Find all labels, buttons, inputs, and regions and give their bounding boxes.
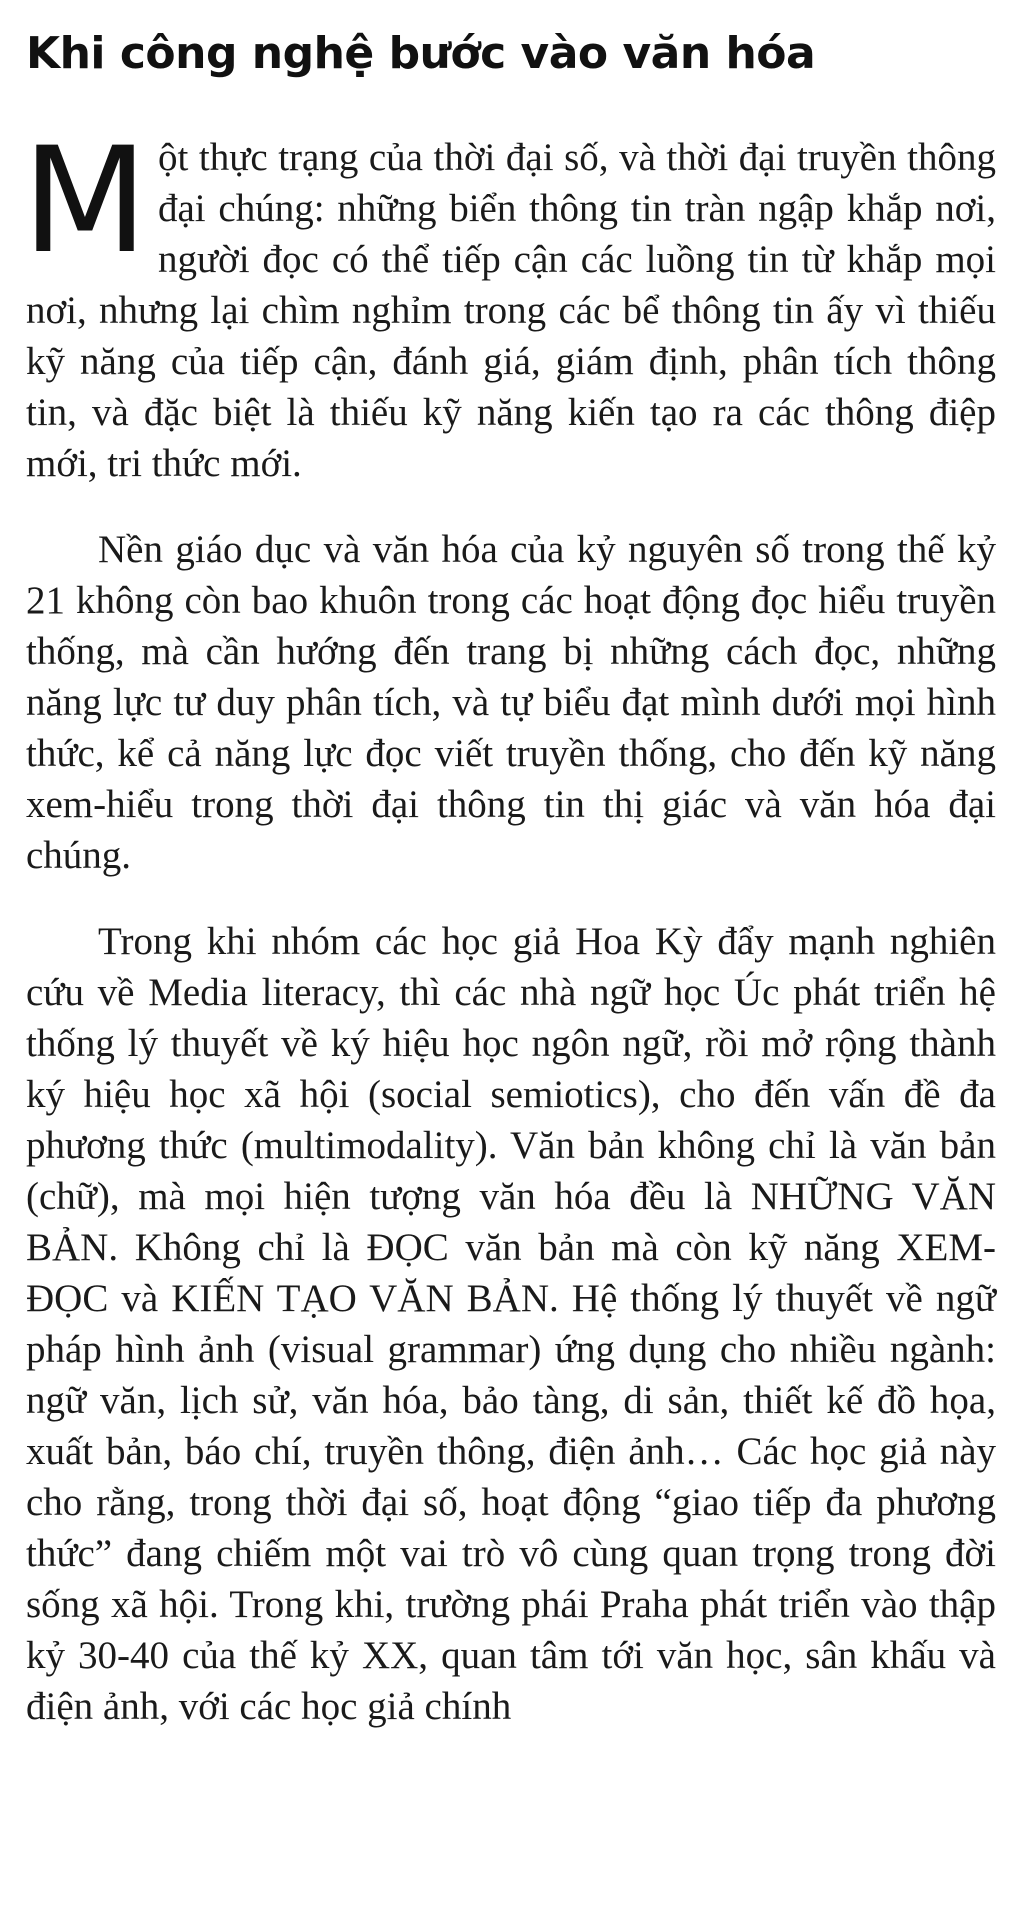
article-title: Khi công nghệ bước vào văn hóa — [26, 28, 816, 79]
drop-cap: M — [22, 116, 148, 286]
article — [22, 22, 996, 1732]
paragraph-2: Nền giáo dục và văn hóa của kỷ nguyên số trong thế kỷ 21 không còn bao khuôn trong các hoạt động đọc hiểu truyền thống, mà cần hướng đến trang bị những cách đọc, những năng lực tư duy phân tích, và tự biểu đạt mình dưới mọi hình thức, kể cả năng lực đọc viết truyền thống, cho đến kỹ năng xem-hiểu trong thời đại thông tin thị giác và văn hóa đại chúng. — [26, 528, 996, 877]
paragraph-3: Trong khi nhóm các học giả Hoa Kỳ đẩy mạnh nghiên cứu về Media literacy, thì các nhà ngữ học Úc phát triển hệ thống lý thuyết về ký hiệu học ngôn ngữ, rồi mở rộng thành ký hiệu học xã hội (social semiotics), cho đến vấn đề đa phương thức (multimodality). Văn bản không chỉ là văn bản (chữ), mà mọi hiện tượng văn hóa đều là NHỮNG VĂN BẢN. Không chỉ là ĐỌC văn bản mà còn kỹ năng XEM-ĐỌC và KIẾN TẠO VĂN BẢN. Hệ thống lý thuyết về ngữ pháp hình ảnh (visual grammar) ứng dụng cho nhiều ngành: ngữ văn, lịch sử, văn hóa, bảo tàng, di sản, thiết kế đồ họa, xuất bản, báo chí, truyền thông, điện ảnh… Các học giả này cho rằng, trong thời đại số, hoạt động “giao tiếp đa phương thức” đang chiếm một vai trò vô cùng quan trọng trong đời sống xã hội. Trong khi, trường phái Praha phát triển vào thập kỷ 30-40 của thế kỷ XX, quan tâm tới văn học, sân khấu và điện ảnh, với các học giả chính — [26, 920, 996, 1728]
paragraph-1 — [22, 116, 996, 489]
paragraph-1-text: ột thực trạng của thời đại số, và thời đại truyền thông đại chúng: những biển thông tin tràn ngập khắp nơi, người đọc có thể tiếp cận các luồng tin từ khắp mọi nơi, nhưng lại chìm nghỉm trong các bể thông tin ấy vì thiếu kỹ năng của tiếp cận, đánh giá, giám định, phân tích thông tin, và đặc biệt là thiếu kỹ năng kiến tạo ra các thông điệp mới, tri thức mới. — [26, 136, 996, 485]
